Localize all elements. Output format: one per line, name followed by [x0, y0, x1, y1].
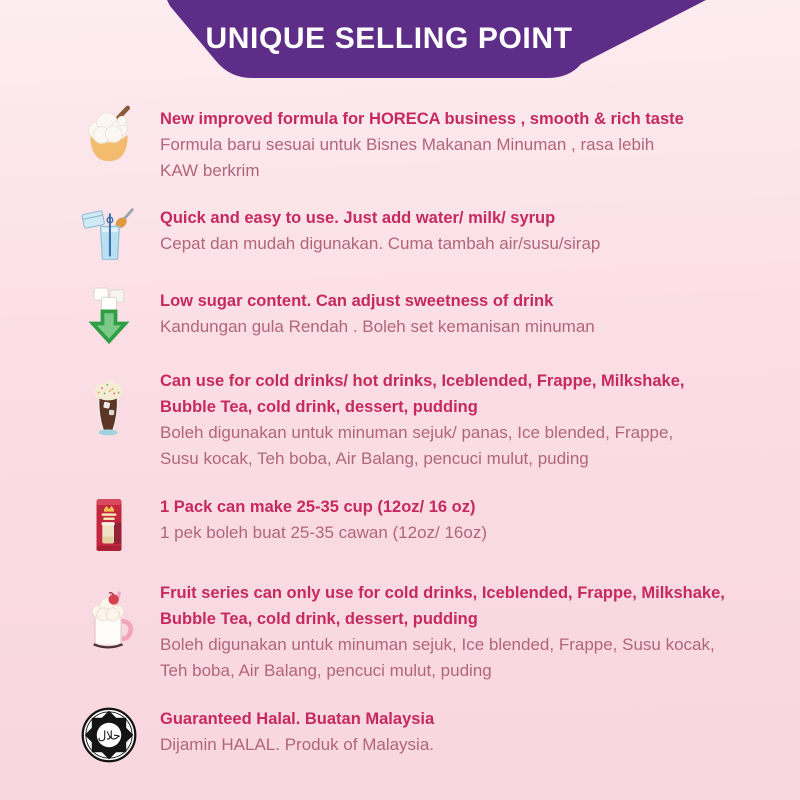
usp-item-low-sugar: [80, 286, 595, 348]
item-title: Guaranteed Halal. Buatan Malaysia: [160, 710, 435, 728]
usp-item-easy-to-use: [80, 203, 600, 265]
item-subtitle: Boleh digunakan untuk minuman sejuk/ panas, Ice blended, Frappe,: [160, 423, 674, 442]
item-subtitle: Kandungan gula Rendah . Boleh set kemanisan minuman: [160, 317, 595, 336]
item-subtitle: 1 pek boleh buat 25-35 cawan (12oz/ 16oz): [160, 523, 488, 542]
item-subtitle: Boleh digunakan untuk minuman sejuk, Ice blended, Frappe, Susu kocak,: [160, 635, 715, 654]
usp-item-fruit-series: [80, 578, 725, 684]
item-title: Quick and easy to use. Just add water/ milk/ syrup: [160, 209, 556, 227]
usp-item-halal: [80, 704, 434, 766]
water-glass-icon: [81, 203, 137, 265]
item-title: Can use for cold drinks/ hot drinks, Iceblended, Frappe, Milkshake,: [160, 372, 685, 390]
low-sugar-arrow-icon: [81, 286, 137, 348]
item-title: New improved formula for HORECA business , smooth & rich taste: [160, 110, 684, 128]
halal-arabic-text: حلال: [97, 729, 121, 743]
item-title: Bubble Tea, cold drink, dessert, pudding: [160, 610, 478, 628]
item-title: Low sugar content. Can adjust sweetness of drink: [160, 292, 554, 310]
cream-cup-icon: [81, 104, 137, 166]
item-subtitle: Formula baru sesuai untuk Bisnes Makanan Minuman , rasa lebih: [160, 135, 655, 154]
item-subtitle: Susu kocak, Teh boba, Air Balang, pencuci mulut, puding: [160, 449, 589, 468]
product-pack-icon: [84, 492, 134, 558]
usp-item-versatile-use: [80, 366, 684, 472]
item-subtitle: KAW berkrim: [160, 161, 260, 180]
page-title: UNIQUE SELLING POINT: [205, 22, 573, 55]
item-subtitle: Dijamin HALAL. Produk of Malaysia.: [160, 735, 435, 754]
item-subtitle: Teh boba, Air Balang, pencuci mulut, puding: [160, 661, 492, 680]
item-title: Fruit series can only use for cold drinks, Iceblended, Frappe, Milkshake,: [160, 584, 725, 602]
frappe-glass-icon: [83, 376, 135, 442]
fruit-milkshake-icon: [81, 588, 137, 654]
usp-item-formula: [80, 104, 684, 184]
item-subtitle: Cepat dan mudah digunakan. Cuma tambah air/susu/sirap: [160, 234, 601, 253]
usp-item-pack-yield: [80, 492, 487, 558]
halal-logo-icon: [80, 704, 138, 766]
item-title: 1 Pack can make 25-35 cup (12oz/ 16 oz): [160, 498, 476, 516]
item-title: Bubble Tea, cold drink, dessert, pudding: [160, 398, 478, 416]
